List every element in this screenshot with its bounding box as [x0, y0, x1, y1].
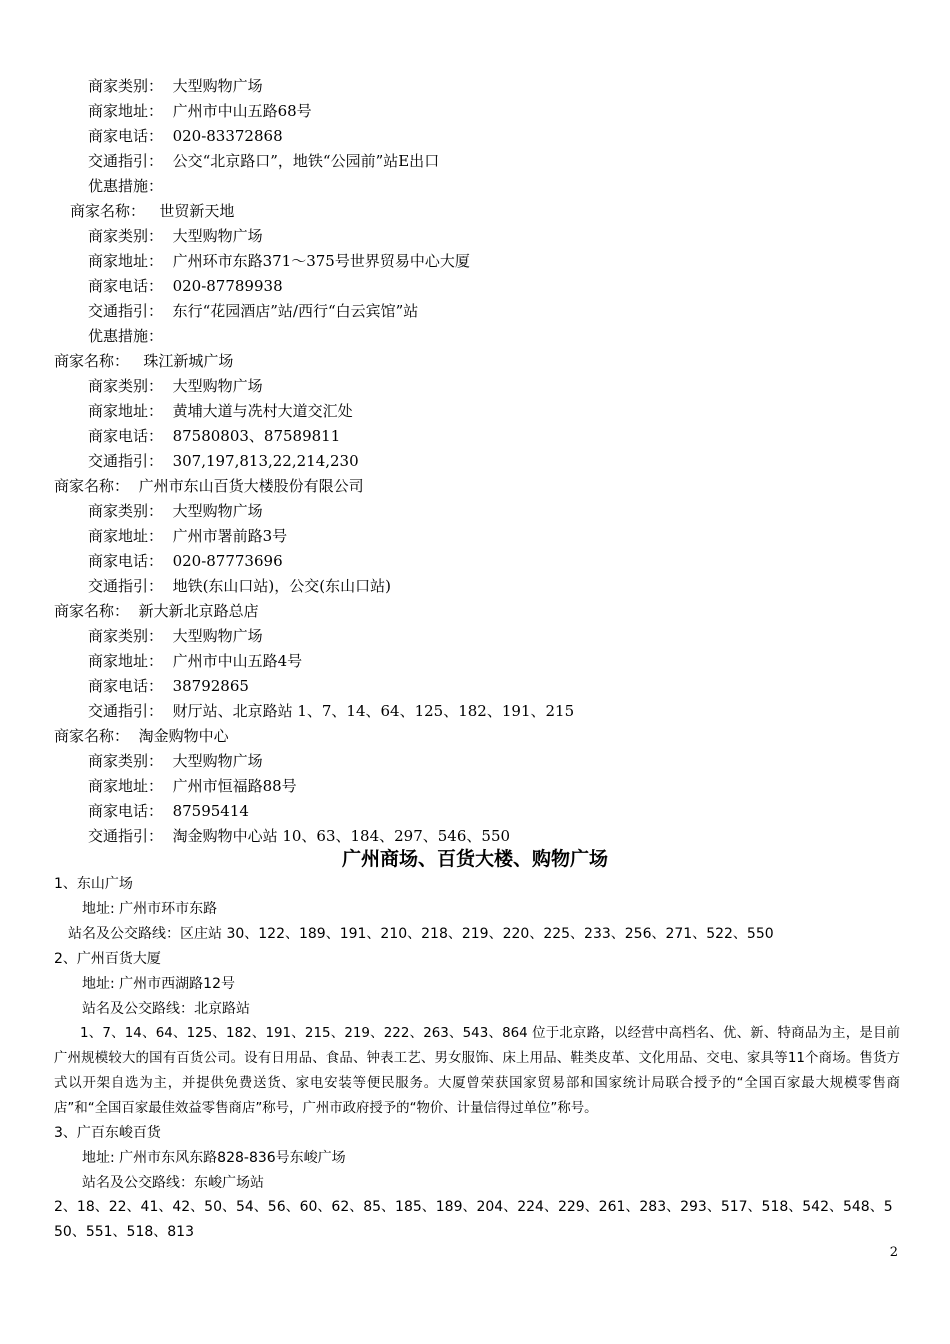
field-value: 广州市中山五路68号 — [172, 102, 312, 120]
store-address: 地址: 广州市西湖路12号 — [82, 976, 235, 992]
field-label: 交通指引： — [88, 577, 164, 595]
page-number: 2 — [889, 1245, 898, 1260]
field-value: 东行“花园酒店”站/西行“白云宾馆”站 — [172, 302, 419, 320]
field-value: 87580803、87589811 — [172, 427, 341, 445]
field-label: 商家地址： — [88, 777, 164, 795]
list-line — [54, 351, 233, 371]
field-label: 商家地址： — [88, 402, 164, 420]
field-value: 大型购物广场 — [172, 752, 263, 770]
list-line — [88, 401, 353, 421]
list-line — [88, 501, 263, 521]
list-line — [88, 701, 574, 721]
field-value: 大型购物广场 — [172, 627, 263, 645]
field-value: 大型购物广场 — [172, 227, 263, 245]
field-value: 广州市东山百货大楼股份有限公司 — [138, 477, 364, 495]
list-line — [54, 476, 364, 496]
list-line — [88, 151, 439, 171]
field-value: 淘金购物中心站 10、63、184、297、546、550 — [172, 827, 511, 845]
field-label: 商家类别： — [88, 627, 164, 645]
list-line — [54, 601, 259, 621]
list-line — [88, 526, 287, 546]
field-value: 020-87773696 — [172, 552, 283, 570]
field-label: 商家名称： — [54, 477, 130, 495]
store-heading: 2、广州百货大厦 — [54, 951, 161, 967]
field-label: 交通指引： — [88, 827, 164, 845]
field-label: 优惠措施： — [88, 177, 164, 195]
field-value: 公交“北京路口”，地铁“公园前”站E出口 — [172, 152, 440, 170]
list-line — [88, 576, 391, 596]
field-label: 交通指引： — [88, 702, 164, 720]
field-label: 商家名称： — [54, 352, 130, 370]
field-label: 交通指引： — [88, 452, 164, 470]
field-label: 优惠措施： — [88, 327, 164, 345]
field-label: 商家类别： — [88, 227, 164, 245]
field-label: 商家地址： — [88, 102, 164, 120]
field-value: 87595414 — [172, 802, 249, 820]
field-label: 商家名称： — [54, 602, 130, 620]
field-value: 地铁(东山口站)，公交(东山口站) — [172, 577, 391, 595]
store-station: 站名及公交路线：北京路站 — [82, 1001, 250, 1017]
field-value: 307,197,813,22,214,230 — [172, 452, 359, 470]
field-label: 商家电话： — [88, 552, 164, 570]
field-value: 广州市恒福路88号 — [172, 777, 297, 795]
list-line — [88, 326, 173, 346]
field-label: 商家类别： — [88, 502, 164, 520]
list-line — [70, 201, 234, 221]
list-line — [88, 451, 359, 471]
field-label: 商家电话： — [88, 802, 164, 820]
field-label: 商家名称： — [54, 727, 130, 745]
store-routes: 站名及公交路线：区庄站 30、122、189、191、210、218、219、220、225、233、256、271、522、550 — [68, 926, 774, 942]
field-label: 商家类别： — [88, 77, 164, 95]
field-value: 大型购物广场 — [172, 77, 263, 95]
list-line — [88, 801, 249, 821]
field-value: 广州市署前路3号 — [172, 527, 288, 545]
field-label: 商家地址： — [88, 252, 164, 270]
field-label: 商家地址： — [88, 527, 164, 545]
field-label: 商家名称： — [70, 202, 146, 220]
list-line — [88, 226, 263, 246]
list-line — [88, 176, 173, 196]
list-line — [88, 301, 418, 321]
store-address: 地址: 广州市东风东路828-836号东峻广场 — [82, 1150, 346, 1166]
list-line — [88, 276, 283, 296]
store-heading: 3、广百东峻百货 — [54, 1125, 161, 1141]
field-value: 大型购物广场 — [172, 377, 263, 395]
field-label: 商家电话： — [88, 427, 164, 445]
field-value: 38792865 — [172, 677, 249, 695]
list-line — [88, 551, 283, 571]
list-line — [88, 76, 263, 96]
field-value: 世贸新天地 — [159, 202, 235, 220]
field-value: 黄埔大道与冼村大道交汇处 — [172, 402, 353, 420]
list-line — [88, 651, 302, 671]
list-line — [88, 426, 340, 446]
field-label: 商家地址： — [88, 652, 164, 670]
store-station: 站名及公交路线：东峻广场站 — [82, 1175, 264, 1191]
field-value: 广州环市东路371～375号世界贸易中心大厦 — [172, 252, 470, 270]
store-routes: 2、18、22、41、42、50、54、56、60、62、85、185、189、204、224、229、261、283、293、517、518、542、548、550、551、518、813 — [54, 1199, 893, 1240]
list-line — [88, 751, 263, 771]
list-line — [88, 826, 510, 846]
list-line — [54, 726, 229, 746]
field-label: 交通指引： — [88, 152, 164, 170]
field-value: 珠江新城广场 — [143, 352, 234, 370]
field-label: 商家类别： — [88, 377, 164, 395]
section-title: 广州商场、百货大楼、购物广场 — [341, 848, 608, 870]
field-value: 新大新北京路总店 — [138, 602, 259, 620]
list-line — [88, 126, 283, 146]
store-heading: 1、东山广场 — [54, 876, 133, 892]
list-line — [88, 776, 297, 796]
field-value: 广州市中山五路4号 — [172, 652, 303, 670]
field-value: 大型购物广场 — [172, 502, 263, 520]
list-line — [88, 376, 263, 396]
field-value: 020-87789938 — [172, 277, 283, 295]
store-address: 地址: 广州市环市东路 — [82, 901, 218, 917]
store-description: 1、7、14、64、125、182、191、215、219、222、263、543、864 位于北京路，以经营中高档名、优、新、特商品为主，是目前广州规模较大的国有百货公司。设有日用品、食品、钟表工艺、男女服饰、床上用品、鞋类皮革、文化用品、交电、家具等11个商场。售货方式以开架自选为主，并提供免费送货、家电安装等便民服务。大厦曾荣获国家贸易部和国家统计局联合授予的“全国百家最大规模零售商店”和“全国百家最佳效益零售商店”称号，广州市政府授予的“物价、计量信得过单位”称号。 — [54, 1026, 900, 1116]
field-value: 020-83372868 — [172, 127, 283, 145]
field-label: 商家类别： — [88, 752, 164, 770]
list-line — [88, 626, 263, 646]
list-line — [88, 676, 249, 696]
field-value: 财厅站、北京路站 1、7、14、64、125、182、191、215 — [172, 702, 575, 720]
list-line — [88, 101, 312, 121]
list-line — [88, 251, 470, 271]
field-label: 商家电话： — [88, 127, 164, 145]
field-label: 商家电话： — [88, 677, 164, 695]
field-label: 交通指引： — [88, 302, 164, 320]
field-value: 淘金购物中心 — [138, 727, 229, 745]
field-label: 商家电话： — [88, 277, 164, 295]
